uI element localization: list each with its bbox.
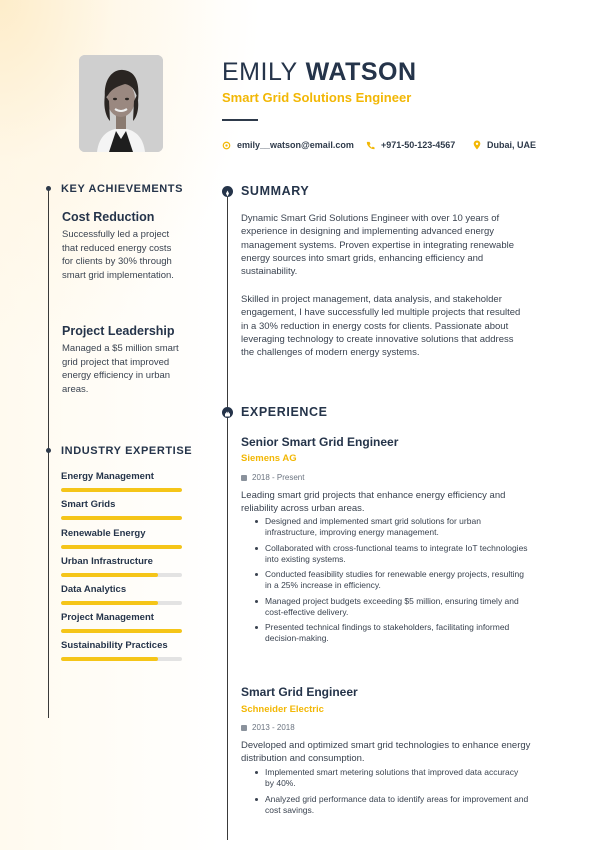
job-bullets — [255, 516, 560, 649]
text-line: Managed a $5 million smart — [62, 343, 179, 354]
experience-section-icon — [222, 407, 233, 418]
text-line: in a 30% reduction in energy costs for clients. Passionate about — [241, 320, 509, 332]
text-line: leveraging technology to create innovative solutions that address — [241, 333, 514, 345]
skill-bar — [61, 545, 182, 549]
skill-bar-fill — [61, 516, 182, 520]
skill-bar-fill — [61, 573, 158, 577]
job-role: Smart Grid Engineer — [241, 685, 358, 699]
text-line: experience in designing and implementing advanced energy — [241, 226, 494, 238]
text-line: in a 25% increase in efficiency. — [265, 580, 381, 590]
text-line: into existing systems. — [265, 553, 346, 564]
skill-bar — [61, 629, 182, 633]
job-dates — [241, 723, 295, 732]
text-line: Conducted feasibility studies for renewable energy projects, resulting — [265, 569, 524, 579]
skill-name: Urban Infrastructure — [61, 556, 153, 567]
right-timeline-line — [227, 190, 228, 840]
left-timeline-line — [48, 188, 49, 718]
summary-heading: SUMMARY — [241, 184, 310, 198]
text-line: Leading smart grid projects that enhance energy efficiency and — [241, 490, 506, 501]
text-line: grid project that improved — [62, 356, 170, 368]
achievement-description — [62, 228, 197, 282]
contact-phone[interactable] — [366, 140, 455, 150]
first-name: EMILY — [222, 58, 298, 86]
job-company: Siemens AG — [241, 453, 297, 464]
skill-bar — [61, 488, 182, 492]
achievement-title: Project Leadership — [62, 324, 175, 338]
text-line: Presented technical findings to stakeholders, facilitating informed — [265, 622, 510, 632]
skill-bar — [61, 516, 182, 520]
text-line: Successfully led a project — [62, 229, 170, 240]
skill-bar-fill — [61, 488, 182, 492]
text-line: cost savings. — [265, 804, 315, 815]
skill-bar-fill — [61, 545, 182, 549]
contact-location — [473, 140, 536, 150]
text-line: energy sources into smart grids, enhancing efficiency and — [241, 252, 484, 264]
skill-name: Project Management — [61, 612, 154, 623]
skill-name: Data Analytics — [61, 584, 127, 595]
list-item — [255, 622, 560, 644]
job-dates-text: 2018 - Present — [252, 473, 305, 482]
text-line: for clients by 30% through — [62, 256, 172, 267]
summary-section-icon — [222, 186, 233, 197]
skill-name: Renewable Energy — [61, 528, 146, 539]
job-company: Schneider Electric — [241, 704, 324, 715]
summary-paragraph — [241, 212, 541, 278]
skill-bar-fill — [61, 657, 158, 661]
skill-bar-fill — [61, 629, 182, 633]
list-item — [255, 569, 560, 591]
list-item — [255, 767, 560, 789]
text-line: Skilled in project management, data analysis, and stakeholder — [241, 294, 502, 305]
skill-name: Smart Grids — [61, 499, 116, 510]
skill-bar-fill — [61, 601, 158, 605]
achievement-title: Cost Reduction — [62, 210, 155, 224]
achievements-heading: KEY ACHIEVEMENTS — [61, 183, 184, 195]
location-pin-icon — [473, 140, 481, 150]
text-line: energy efficiency in urban — [62, 370, 171, 381]
text-line: Designed and implemented smart grid solutions for urban — [265, 516, 481, 526]
title-divider — [222, 119, 258, 121]
text-line: Dynamic Smart Grid Solutions Engineer with over 10 years of — [241, 213, 500, 224]
text-line: distribution and consumption. — [241, 753, 365, 765]
skill-name: Sustainability Practices — [61, 640, 168, 651]
left-timeline-dot — [46, 448, 51, 453]
compass-icon — [222, 188, 233, 199]
portrait-image — [79, 55, 163, 152]
calendar-icon — [241, 475, 247, 481]
location-text: Dubai, UAE — [487, 140, 537, 150]
list-item — [255, 596, 560, 618]
text-line: sustainability. — [241, 266, 298, 278]
email-text: emily__watson@email.com — [237, 140, 354, 150]
briefcase-icon — [222, 409, 233, 420]
job-title: Smart Grid Solutions Engineer — [222, 90, 412, 105]
last-name: WATSON — [305, 58, 417, 86]
phone-icon — [366, 141, 375, 150]
list-item — [255, 516, 560, 538]
job-summary — [241, 489, 541, 516]
job-role: Senior Smart Grid Engineer — [241, 435, 399, 449]
email-icon — [222, 141, 231, 150]
job-dates-text: 2013 - 2018 — [252, 723, 295, 732]
text-line: infrastructure, improving energy management. — [265, 527, 439, 537]
text-line: decision-making. — [265, 633, 329, 643]
job-dates — [241, 473, 304, 482]
list-item — [255, 794, 560, 816]
contact-email[interactable] — [222, 140, 354, 150]
text-line: Analyzed grid performance data to identify areas for improvement and — [265, 793, 529, 804]
job-bullets — [255, 767, 560, 820]
text-line: Managed project budgets exceeding $5 million, ensuring timely and — [265, 595, 519, 606]
experience-heading: EXPERIENCE — [241, 405, 328, 419]
achievement-description — [62, 342, 197, 396]
text-line: Implemented smart metering solutions that improved data accuracy — [265, 767, 519, 777]
candidate-name — [222, 58, 417, 87]
expertise-heading: INDUSTRY EXPERTISE — [61, 445, 193, 457]
job-summary — [241, 739, 541, 766]
text-line: that reduced energy costs — [62, 242, 172, 254]
text-line: cost-effective delivery. — [265, 606, 349, 617]
skill-bar — [61, 657, 182, 661]
list-item — [255, 543, 560, 565]
profile-photo — [79, 55, 163, 152]
text-line: Developed and optimized smart grid technologies to enhance energy — [241, 740, 531, 751]
skill-name: Energy Management — [61, 471, 154, 482]
text-line: reliability across urban areas. — [241, 503, 365, 515]
text-line: the challenges of modern energy systems. — [241, 347, 420, 359]
skill-bar — [61, 601, 182, 605]
text-line: engagement, I have successfully led multiple projects that resulted — [241, 307, 521, 319]
phone-text: +971-50-123-4567 — [381, 140, 456, 150]
text-line: areas. — [62, 383, 89, 395]
summary-paragraph — [241, 293, 541, 359]
text-line: Collaborated with cross-functional teams to integrate IoT technologies — [265, 542, 528, 553]
text-line: management systems. Proven expertise in integrating renewable — [241, 239, 515, 251]
text-line: by 40%. — [265, 778, 296, 788]
calendar-icon — [241, 725, 247, 731]
left-timeline-dot — [46, 186, 51, 191]
text-line: smart grid implementation. — [62, 269, 174, 281]
skill-bar — [61, 573, 182, 577]
